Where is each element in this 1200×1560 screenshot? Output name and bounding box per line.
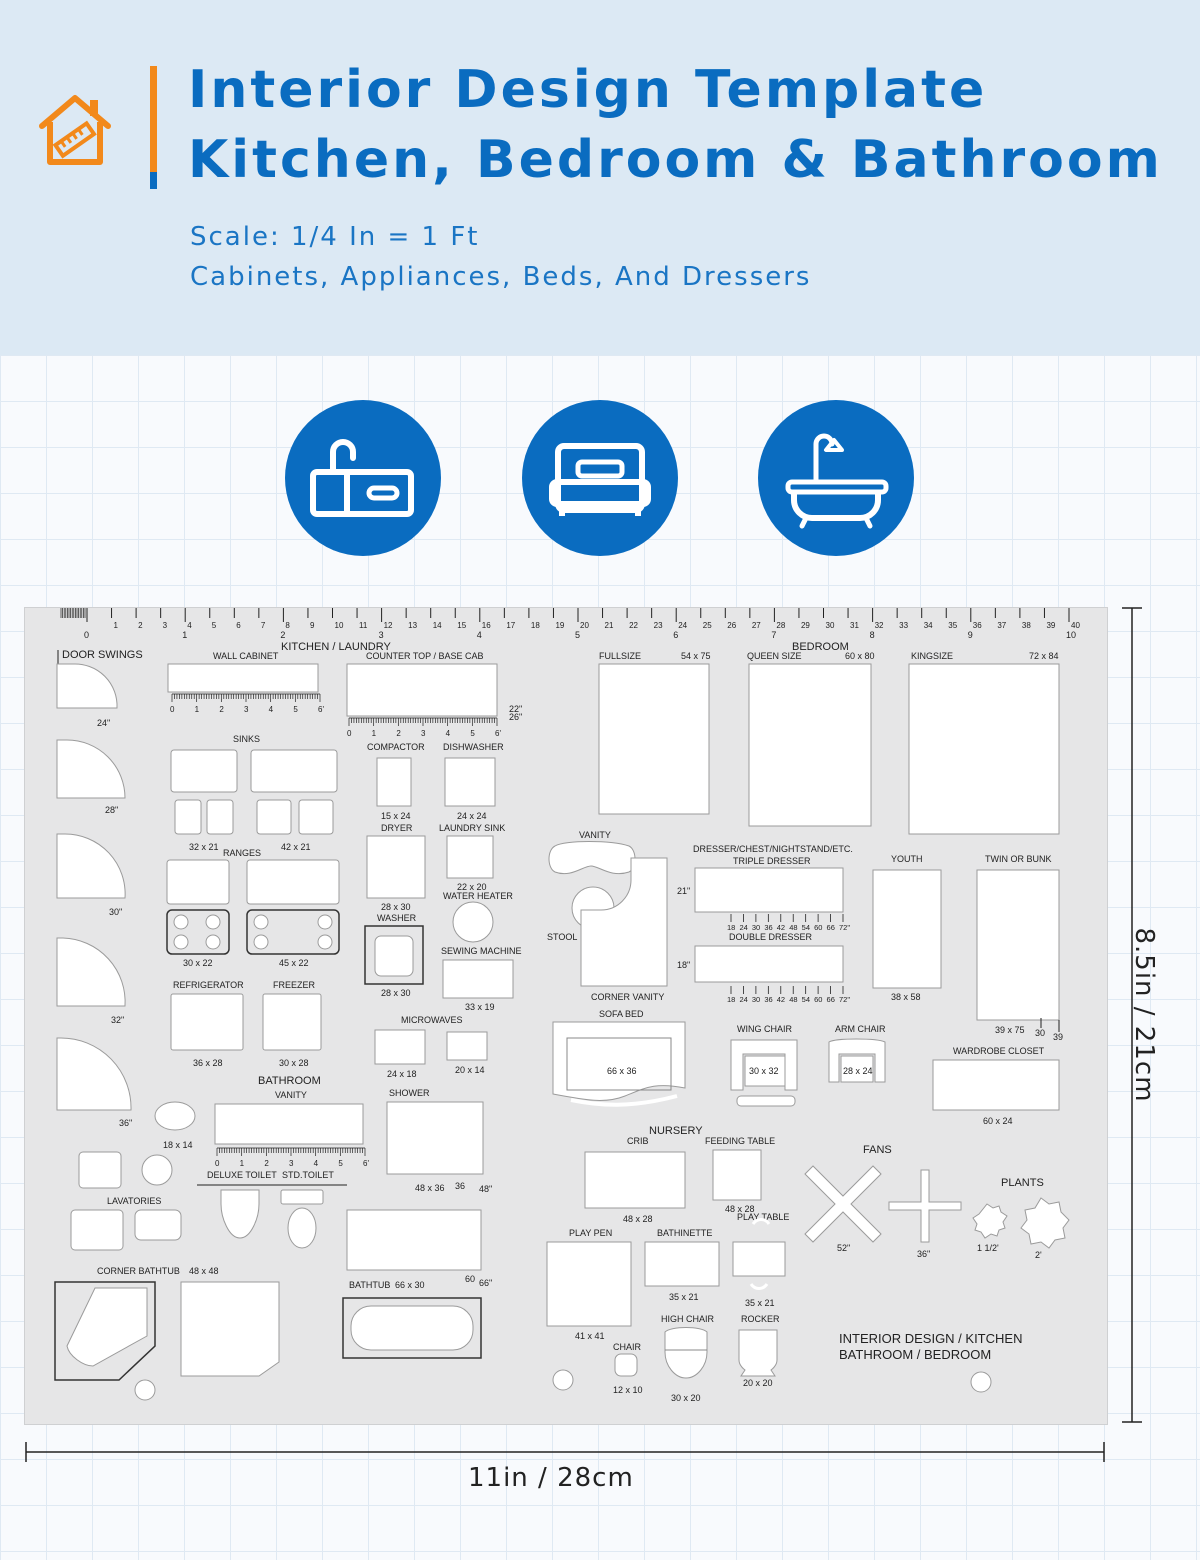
svg-text:PLAY PEN: PLAY PEN: [569, 1228, 613, 1238]
dresser-scale-label: 48: [789, 923, 798, 932]
ruler-label: 36: [972, 621, 982, 630]
ruler-label: 10: [334, 621, 344, 630]
svg-text:VANITY: VANITY: [579, 830, 611, 840]
svg-text:38 x 58: 38 x 58: [891, 992, 921, 1002]
svg-text:30 x 22: 30 x 22: [183, 958, 213, 968]
svg-text:BATHINETTE: BATHINETTE: [657, 1228, 713, 1238]
ruler-label: 2: [138, 621, 143, 630]
dresser-scale-label: 54: [801, 995, 811, 1004]
ruler-label: 7: [260, 621, 266, 630]
svg-text:20 x 14: 20 x 14: [455, 1065, 485, 1075]
svg-text:66 x 30: 66 x 30: [395, 1280, 425, 1290]
dresser-scale-label: 18: [727, 923, 736, 932]
ruler-label: 11: [359, 621, 368, 630]
ruler-label: 8: [285, 621, 290, 630]
svg-text:ARM CHAIR: ARM CHAIR: [835, 1024, 886, 1034]
wall-cabinet-label: WALL CABINET: [213, 651, 279, 661]
dresser-scale-label: 48: [789, 995, 798, 1004]
title-line-2: Kitchen, Bedroom & Bathroom: [188, 130, 1163, 190]
ruler-label: 2: [219, 705, 224, 714]
svg-text:DRESSER/CHEST/NIGHTSTAND/ETC.: DRESSER/CHEST/NIGHTSTAND/ETC.: [693, 844, 853, 854]
kitchen-laundry-label: KITCHEN / LAUNDRY: [281, 641, 391, 653]
ruler-label: 14: [432, 621, 442, 630]
svg-text:BATHTUB: BATHTUB: [349, 1280, 391, 1290]
ruler-label: 2: [396, 729, 401, 738]
svg-text:41 x 41: 41 x 41: [575, 1331, 605, 1341]
ruler-label: 1: [239, 1159, 245, 1168]
ruler-label: 0: [170, 705, 175, 714]
svg-text:2': 2': [1035, 1250, 1042, 1260]
ruler-label: 34: [923, 621, 933, 630]
ruler-label: 1: [194, 705, 200, 714]
svg-text:48 x 28: 48 x 28: [725, 1204, 755, 1214]
svg-text:26": 26": [509, 712, 523, 722]
svg-text:48": 48": [479, 1184, 493, 1194]
svg-text:72 x 84: 72 x 84: [1029, 651, 1059, 661]
height-dimension-label: 8.5in / 21cm: [1129, 927, 1159, 1103]
svg-text:FREEZER: FREEZER: [273, 980, 316, 990]
svg-text:WARDROBE CLOSET: WARDROBE CLOSET: [953, 1046, 1045, 1056]
svg-text:36": 36": [119, 1118, 133, 1128]
ruler-label: 3: [244, 705, 249, 714]
ruler-label: 20: [580, 621, 589, 630]
svg-text:24": 24": [97, 718, 111, 728]
ruler-label: 30: [825, 621, 835, 630]
ruler-label: 39: [1046, 621, 1056, 630]
dresser-scale-label: 18: [727, 995, 736, 1004]
ruler-label: 0: [347, 729, 352, 738]
svg-text:PLANTS: PLANTS: [1001, 1177, 1044, 1189]
dresser-scale-label: 24: [739, 923, 748, 932]
ruler-label: 3: [421, 729, 426, 738]
svg-text:28 x 30: 28 x 30: [381, 902, 411, 912]
ruler-label: 24: [678, 621, 688, 630]
dresser-scale-label: 60: [814, 995, 823, 1004]
svg-text:BATHROOM: BATHROOM: [258, 1075, 321, 1087]
svg-text:HIGH CHAIR: HIGH CHAIR: [661, 1314, 715, 1324]
svg-text:CRIB: CRIB: [627, 1136, 649, 1146]
svg-text:48 x 28: 48 x 28: [623, 1214, 653, 1224]
ruler-label: 38: [1021, 621, 1031, 630]
svg-text:33 x 19: 33 x 19: [465, 1002, 495, 1012]
svg-text:WASHER: WASHER: [377, 913, 417, 923]
ruler-label: 18: [530, 621, 540, 630]
ruler-label: 27: [751, 621, 761, 630]
svg-text:ROCKER: ROCKER: [741, 1314, 780, 1324]
ruler-label: 6: [673, 630, 679, 640]
svg-text:30 x 32: 30 x 32: [749, 1066, 779, 1076]
svg-text:FEEDING TABLE: FEEDING TABLE: [705, 1136, 776, 1146]
ruler-label: 19: [555, 621, 565, 630]
svg-text:12 x 10: 12 x 10: [613, 1385, 643, 1395]
contents-text: Cabinets, Appliances, Beds, And Dressers: [190, 262, 812, 292]
door-swings-label: DOOR SWINGS: [62, 649, 143, 661]
ruler-label: 1: [371, 729, 377, 738]
scale-text: Scale: 1/4 In = 1 Ft: [190, 222, 480, 252]
svg-text:60 x 24: 60 x 24: [983, 1116, 1013, 1126]
svg-text:32": 32": [111, 1015, 125, 1025]
svg-text:WATER HEATER: WATER HEATER: [443, 891, 513, 901]
ruler-label: 12: [383, 621, 393, 630]
ruler-label: 31: [850, 621, 859, 630]
ruler-label: 23: [653, 621, 663, 630]
svg-text:45 x 22: 45 x 22: [279, 958, 309, 968]
svg-text:DISHWASHER: DISHWASHER: [443, 742, 504, 752]
svg-text:CORNER BATHTUB: CORNER BATHTUB: [97, 1266, 180, 1276]
svg-text:SOFA BED: SOFA BED: [599, 1009, 644, 1019]
svg-text:SHOWER: SHOWER: [389, 1088, 430, 1098]
svg-text:28 x 24: 28 x 24: [843, 1066, 873, 1076]
dresser-scale-label: 72": [839, 995, 851, 1004]
ruler-label: 2: [264, 1159, 269, 1168]
ruler-label: 13: [408, 621, 418, 630]
ruler-label: 4: [445, 729, 451, 738]
title-line-1: Interior Design Template: [188, 60, 988, 120]
svg-text:48 x 48: 48 x 48: [189, 1266, 219, 1276]
ruler-label: 28: [776, 621, 786, 630]
svg-text:52": 52": [837, 1243, 851, 1253]
dresser-scale-label: 24: [739, 995, 748, 1004]
dresser-scale-label: 42: [776, 995, 786, 1004]
svg-text:DELUXE TOILET: DELUXE TOILET: [207, 1170, 277, 1180]
svg-text:20 x 20: 20 x 20: [743, 1378, 773, 1388]
svg-text:COMPACTOR: COMPACTOR: [367, 742, 425, 752]
svg-text:42 x 21: 42 x 21: [281, 842, 311, 852]
ruler-label: 5: [575, 630, 581, 640]
ruler-label: 4: [268, 705, 274, 714]
svg-text:28 x 30: 28 x 30: [381, 988, 411, 998]
ruler-label: 29: [800, 621, 810, 630]
svg-text:1 1/2': 1 1/2': [977, 1243, 999, 1253]
svg-text:28": 28": [105, 805, 119, 815]
svg-text:CHAIR: CHAIR: [613, 1342, 642, 1352]
svg-text:REFRIGERATOR: REFRIGERATOR: [173, 980, 244, 990]
svg-text:DRYER: DRYER: [381, 823, 413, 833]
ruler-label: 0: [84, 630, 90, 640]
dresser-scale-label: 36: [764, 923, 773, 932]
svg-text:18": 18": [677, 960, 691, 970]
ruler-label: 25: [702, 621, 712, 630]
dresser-scale-label: 72": [839, 923, 851, 932]
ruler-label: 7: [771, 630, 777, 640]
ruler-label: 17: [506, 621, 516, 630]
bedroom-label: BEDROOM: [792, 641, 849, 653]
ruler-label: 5: [211, 621, 217, 630]
svg-text:LAVATORIES: LAVATORIES: [107, 1196, 162, 1206]
ruler-label: 6': [318, 705, 324, 714]
template-footer-line-2: BATHROOM / BEDROOM: [839, 1347, 992, 1362]
svg-text:VANITY: VANITY: [275, 1090, 307, 1100]
ruler-label: 5: [338, 1159, 343, 1168]
svg-text:FULLSIZE: FULLSIZE: [599, 651, 642, 661]
ruler-label: 4: [187, 621, 192, 630]
ruler-label: 16: [481, 621, 491, 630]
svg-text:30: 30: [1035, 1028, 1046, 1038]
ruler-label: 3: [378, 630, 384, 640]
svg-text:TWIN OR BUNK: TWIN OR BUNK: [985, 854, 1052, 864]
ruler-label: 22: [629, 621, 639, 630]
svg-text:21": 21": [677, 886, 691, 896]
svg-text:36 x 28: 36 x 28: [193, 1058, 223, 1068]
svg-text:TRIPLE DRESSER: TRIPLE DRESSER: [733, 856, 811, 866]
sinks-label: SINKS: [233, 734, 261, 744]
ruler-label: 33: [899, 621, 909, 630]
width-dimension-label: 11in / 28cm: [468, 1463, 634, 1493]
ruler-label: 1: [113, 621, 119, 630]
ruler-label: 3: [289, 1159, 294, 1168]
dresser-scale-label: 42: [776, 923, 786, 932]
svg-text:36: 36: [455, 1181, 466, 1191]
svg-text:DOUBLE DRESSER: DOUBLE DRESSER: [729, 932, 813, 942]
svg-text:39 x 75: 39 x 75: [995, 1025, 1025, 1035]
svg-text:22 x 20: 22 x 20: [457, 882, 487, 892]
svg-text:LAUNDRY SINK: LAUNDRY SINK: [439, 823, 506, 833]
ruler-label: 5: [470, 729, 475, 738]
svg-text:30": 30": [109, 907, 123, 917]
ruler-label: 10: [1066, 630, 1077, 640]
svg-text:QUEEN SIZE: QUEEN SIZE: [747, 651, 802, 661]
svg-text:KINGSIZE: KINGSIZE: [911, 651, 954, 661]
dresser-scale-label: 66: [826, 995, 835, 1004]
ruler-label: 26: [727, 621, 737, 630]
svg-text:SEWING MACHINE: SEWING MACHINE: [441, 946, 522, 956]
svg-text:STOOL: STOOL: [547, 932, 578, 942]
svg-text:STD.TOILET: STD.TOILET: [282, 1170, 334, 1180]
svg-text:NURSERY: NURSERY: [649, 1125, 703, 1137]
ruler-label: 8: [869, 630, 875, 640]
ruler-label: 1: [182, 630, 188, 640]
ruler-label: 15: [457, 621, 467, 630]
dresser-scale-label: 36: [764, 995, 773, 1004]
dresser-scale-label: 30: [751, 995, 761, 1004]
svg-text:54 x 75: 54 x 75: [681, 651, 711, 661]
ruler-label: 6': [495, 729, 501, 738]
svg-text:66": 66": [479, 1278, 493, 1288]
svg-text:24 x 24: 24 x 24: [457, 811, 487, 821]
svg-text:CORNER VANITY: CORNER VANITY: [591, 992, 665, 1002]
svg-text:YOUTH: YOUTH: [891, 854, 923, 864]
ruler-label: 9: [309, 621, 315, 630]
ruler-label: 37: [997, 621, 1007, 630]
dresser-scale-label: 54: [801, 923, 811, 932]
svg-text:18 x 14: 18 x 14: [163, 1140, 193, 1150]
template-footer-line-1: INTERIOR DESIGN / KITCHEN: [839, 1331, 1023, 1346]
svg-text:MICROWAVES: MICROWAVES: [401, 1015, 463, 1025]
svg-text:FANS: FANS: [863, 1144, 892, 1156]
svg-text:30 x 20: 30 x 20: [671, 1393, 701, 1403]
svg-text:32 x 21: 32 x 21: [189, 842, 219, 852]
svg-text:66 x 36: 66 x 36: [607, 1066, 637, 1076]
svg-text:39: 39: [1053, 1032, 1064, 1042]
svg-text:22": 22": [509, 704, 523, 714]
svg-text:35 x 21: 35 x 21: [669, 1292, 699, 1302]
svg-text:30 x 28: 30 x 28: [279, 1058, 309, 1068]
ruler-label: 3: [162, 621, 168, 630]
ruler-label: 9: [967, 630, 973, 640]
ruler-label: 0: [215, 1159, 220, 1168]
ruler-label: 32: [874, 621, 884, 630]
svg-text:15 x 24: 15 x 24: [381, 811, 411, 821]
ruler-label: 2: [280, 630, 286, 640]
dresser-scale-label: 60: [814, 923, 823, 932]
ruler-label: 4: [313, 1159, 319, 1168]
svg-text:60: 60: [465, 1274, 476, 1284]
ruler-label: 6': [363, 1159, 369, 1168]
svg-text:24 x 18: 24 x 18: [387, 1069, 417, 1079]
svg-text:48 x 36: 48 x 36: [415, 1183, 445, 1193]
ruler-label: 35: [948, 621, 958, 630]
ruler-label: 40: [1071, 621, 1080, 630]
ruler-label: 21: [604, 621, 614, 630]
svg-text:36": 36": [917, 1249, 931, 1259]
counter-top-label: COUNTER TOP / BASE CAB: [366, 651, 484, 661]
ruler-label: 6: [236, 621, 241, 630]
dresser-scale-label: 30: [751, 923, 761, 932]
svg-text:60 x 80: 60 x 80: [845, 651, 875, 661]
ruler-label: 5: [293, 705, 298, 714]
dresser-scale-label: 66: [826, 923, 835, 932]
svg-text:PLAY TABLE: PLAY TABLE: [737, 1212, 790, 1222]
ranges-label: RANGES: [223, 848, 262, 858]
ruler-label: 4: [476, 630, 482, 640]
svg-text:WING CHAIR: WING CHAIR: [737, 1024, 792, 1034]
svg-text:35 x 21: 35 x 21: [745, 1298, 775, 1308]
